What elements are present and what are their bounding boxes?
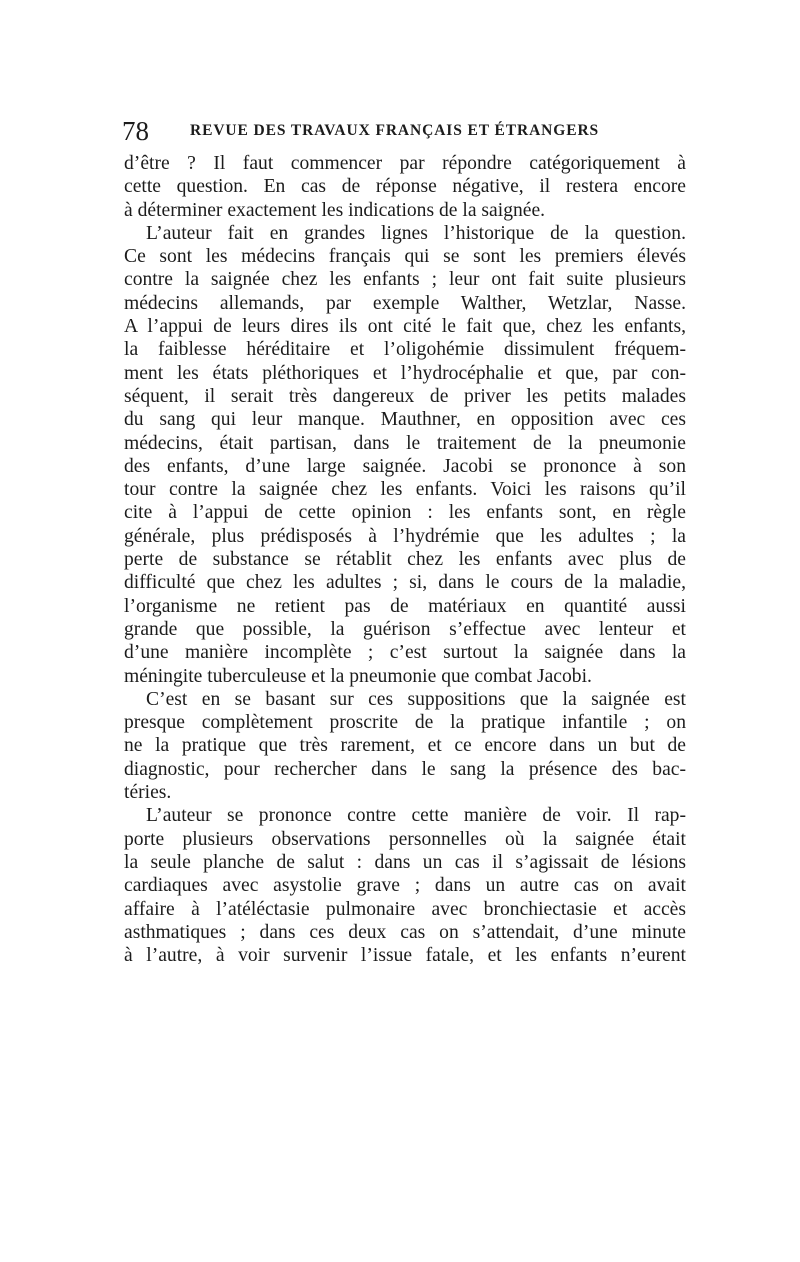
text-line: la seule planche de salut : dans un cas il s’agissait de lésions <box>124 851 686 873</box>
text-line: d’être ? Il faut commencer par répondre catégoriquement à <box>124 153 686 174</box>
text-line: A l’appui de leurs dires ils ont cité le fait que, chez les enfants, <box>124 316 686 338</box>
text-line: générale, plus prédisposés à l’hydrémie que les adultes ; la <box>124 525 686 547</box>
text-line: L’auteur fait en grandes lignes l’historique de la question. <box>146 222 686 244</box>
text-line: ment les états pléthoriques et l’hydrocéphalie et que, par con- <box>124 362 686 384</box>
text-line: Ce sont les médecins français qui se sont les premiers élevés <box>124 246 686 268</box>
text-line: à l’autre, à voir survenir l’issue fatale, et les enfants n’eurent <box>124 945 686 967</box>
text-line: asthmatiques ; dans ces deux cas on s’attendait, d’une minute <box>124 921 686 943</box>
text-line: la faiblesse héréditaire et l’oligohémie dissimulent fréquem- <box>124 339 686 361</box>
paragraph <box>124 804 686 967</box>
text-line: cite à l’appui de cette opinion : les enfants sont, en règle <box>124 502 686 524</box>
text-line: grande que possible, la guérison s’effectue avec lenteur et <box>124 618 686 640</box>
paragraph <box>124 688 686 804</box>
text-line: presque complètement proscrite de la pratique infantile ; on <box>124 712 686 734</box>
text-line: cette question. En cas de réponse négative, il restera encore <box>124 176 686 198</box>
text-line: téries. <box>124 782 172 804</box>
text-line: contre la saignée chez les enfants ; leur ont fait suite plusieurs <box>124 269 686 291</box>
text-line: médecins, était partisan, dans le traitement de la pneumonie <box>124 432 686 454</box>
text-line: affaire à l’atéléctasie pulmonaire avec bronchiectasie et accès <box>124 898 686 920</box>
text-line: séquent, il serait très dangereux de priver les petits malades <box>124 385 686 407</box>
text-line: d’une manière incomplète ; c’est surtout la saignée dans la <box>124 642 686 664</box>
body-text <box>124 152 686 967</box>
text-line: méningite tuberculeuse et la pneumonie que combat Jacobi. <box>124 665 592 687</box>
paragraph <box>124 152 686 222</box>
text-line: médecins allemands, par exemple Walther, Wetzlar, Nasse. <box>124 292 686 314</box>
page-number: 78 <box>122 116 149 146</box>
text-line: L’auteur se prononce contre cette manière de voir. Il rap- <box>146 805 686 827</box>
text-line: des enfants, d’une large saignée. Jacobi se prononce à son <box>124 455 686 477</box>
text-line: à déterminer exactement les indications de la saignée. <box>124 199 546 221</box>
text-line: difficulté que chez les adultes ; si, dans le cours de la maladie, <box>124 572 686 594</box>
text-line: diagnostic, pour rechercher dans le sang la présence des bac- <box>124 758 686 780</box>
text-line: porte plusieurs observations personnelles où la saignée était <box>124 828 686 850</box>
text-line: C’est en se basant sur ces suppositions que la saignée est <box>146 688 686 710</box>
text-line: tour contre la saignée chez les enfants. Voici les raisons qu’il <box>124 479 686 501</box>
text-line: cardiaques avec asystolie grave ; dans un autre cas on avait <box>124 875 686 897</box>
text-line: perte de substance se rétablit chez les enfants avec plus de <box>124 549 686 571</box>
text-line: du sang qui leur manque. Mauthner, en opposition avec ces <box>124 409 686 431</box>
text-line: l’organisme ne retient pas de matériaux en quantité aussi <box>124 595 686 617</box>
text-line: ne la pratique que très rarement, et ce encore dans un but de <box>124 735 686 757</box>
running-title: REVUE DES TRAVAUX FRANÇAIS ET ÉTRANGERS <box>190 122 600 139</box>
page-header <box>122 115 686 147</box>
paragraph <box>124 222 686 688</box>
